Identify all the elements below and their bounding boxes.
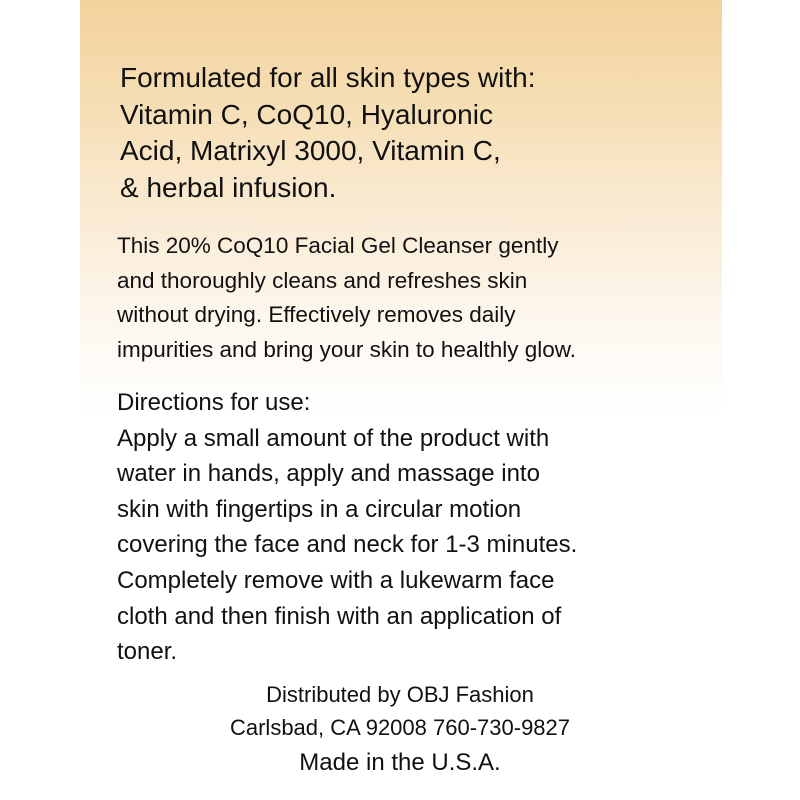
distributor-name: Distributed by OBJ Fashion [266, 682, 534, 707]
product-description [117, 229, 576, 367]
distributor-address: Carlsbad, CA 92008 760-730-9827 [229, 715, 571, 740]
directions-section [117, 385, 577, 670]
distributor-info [0, 678, 800, 744]
ingredients-line: Formulated for all skin types with: [120, 62, 536, 93]
description-line: and thoroughly cleans and refreshes skin [117, 267, 528, 293]
directions-line: Completely remove with a lukewarm face [117, 566, 555, 594]
ingredients-line: Vitamin C, CoQ10, Hyaluronic [120, 98, 493, 130]
description-line: impurities and bring your skin to healthly glow. [117, 336, 576, 362]
ingredients-line: & herbal infusion. [120, 171, 337, 203]
directions-line: skin with fingertips in a circular motion [117, 495, 522, 523]
directions-line: water in hands, apply and massage into [117, 460, 540, 488]
description-line: This 20% CoQ10 Facial Gel Cleanser gently [117, 233, 559, 258]
directions-heading: Directions for use: [117, 389, 311, 416]
ingredients-paragraph [120, 60, 536, 206]
description-line: without drying. Effectively removes daily [117, 302, 516, 327]
ingredients-line: Acid, Matrixyl 3000, Vitamin C, [120, 135, 501, 166]
directions-line: covering the face and neck for 1-3 minutes. [117, 531, 578, 559]
directions-line: toner. [117, 638, 178, 666]
directions-line: cloth and then finish with an application of [117, 602, 562, 630]
country-of-origin: Made in the U.S.A. [299, 749, 501, 776]
directions-line: Apply a small amount of the product with [117, 424, 550, 452]
